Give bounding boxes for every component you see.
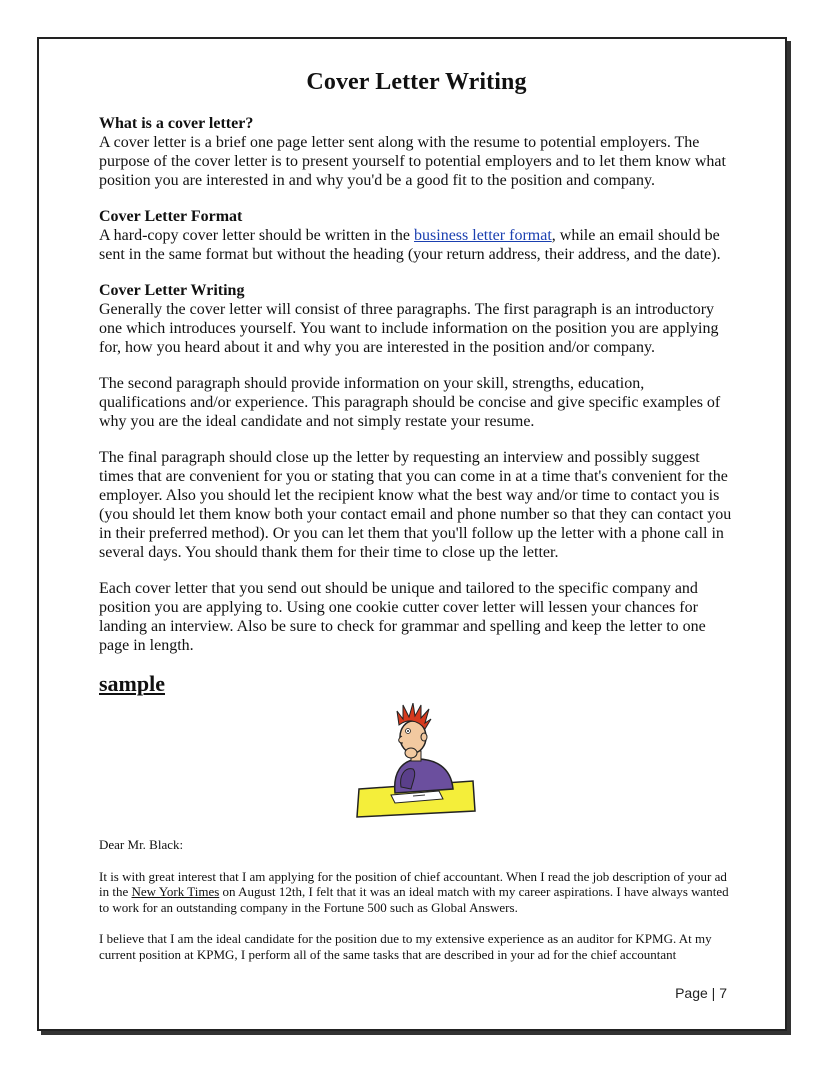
new-york-times-text: New York Times	[131, 884, 220, 899]
section-heading: Cover Letter Format	[99, 208, 243, 225]
section-heading: Cover Letter Writing	[99, 282, 245, 299]
section-what-is	[99, 114, 734, 190]
body-text: A hard-copy cover letter should be written in the	[99, 227, 415, 244]
page-separator: |	[711, 985, 716, 1001]
thinking-man-illustration	[355, 703, 479, 821]
sample-heading: sample	[99, 671, 165, 696]
paragraph-each: Each cover letter that you send out should be unique and tailored to the specific company and position you are applying to. Using one cookie cutter cover letter will lessen your chances for landing an interview. Also be sure to check for grammar and spelling and keep the letter to one page in length.	[99, 580, 706, 654]
business-letter-format-link[interactable]: business letter format	[414, 227, 552, 244]
section-format	[99, 207, 734, 264]
section-body: A cover letter is a brief one page letter sent along with the resume to potential employers. The purpose of the cover letter is to present yourself to potential employers and to let them know what position you are interested in and why you'd be a good fit to the position and company.	[99, 134, 726, 189]
letter-text: It is with great interest that I am applying for the position of chief accountant. When I read the job description of your ad in the	[99, 868, 727, 899]
paragraph-second: The second paragraph should provide information on your skill, strengths, education, qualifications and/or experience. This paragraph should be concise and give specific examples of why you are the ideal candidate and not simply restate your resume.	[99, 375, 721, 430]
section-body: Generally the cover letter will consist of three paragraphs. The first paragraph is an introductory one which introduces yourself. You want to include information on the position you are applying for, how you heard about it and why you are interested in the position and/or company.	[99, 301, 719, 356]
section-heading: What is a cover letter?	[99, 115, 254, 132]
letter-paragraph-1	[99, 869, 734, 916]
body-text: , while an email should be sent in the same format but without the heading (your return address, their address, and the date).	[99, 227, 721, 263]
page-number: 7	[719, 985, 727, 1001]
sample-letter	[99, 837, 734, 962]
letter-salutation: Dear Mr. Black:	[99, 837, 184, 852]
letter-text: on August 12th, I felt that it was an ideal match with my career aspirations. I have always wanted to work for an outstanding company in the Fortune 500 such as Global Answers.	[99, 884, 729, 915]
page-title: Cover Letter Writing	[306, 69, 527, 95]
page-label: Page	[675, 985, 708, 1001]
page-content	[99, 69, 734, 978]
page	[37, 37, 787, 1031]
section-body	[99, 226, 734, 264]
page-footer	[675, 985, 727, 1001]
letter-paragraph-2: I believe that I am the ideal candidate for the position due to my extensive experience as an auditor for KPMG. At my current position at KPMG, I perform all of the same tasks that are described in your ad for the chief accountant	[99, 931, 712, 962]
paragraph-final: The final paragraph should close up the letter by requesting an interview and possibly suggest times that are convenient for you or stating that you can come in at a time that's convenient for the employer. Also you should let the recipient know what the best way and/or time to contact you is (you should let them know both your contact email and phone number so that they can contact you in their preferred method). Or you can let them that you'll follow up the letter with a phone call in several days. You should thank them for their time to close up the letter.	[99, 449, 732, 561]
section-writing	[99, 281, 734, 357]
